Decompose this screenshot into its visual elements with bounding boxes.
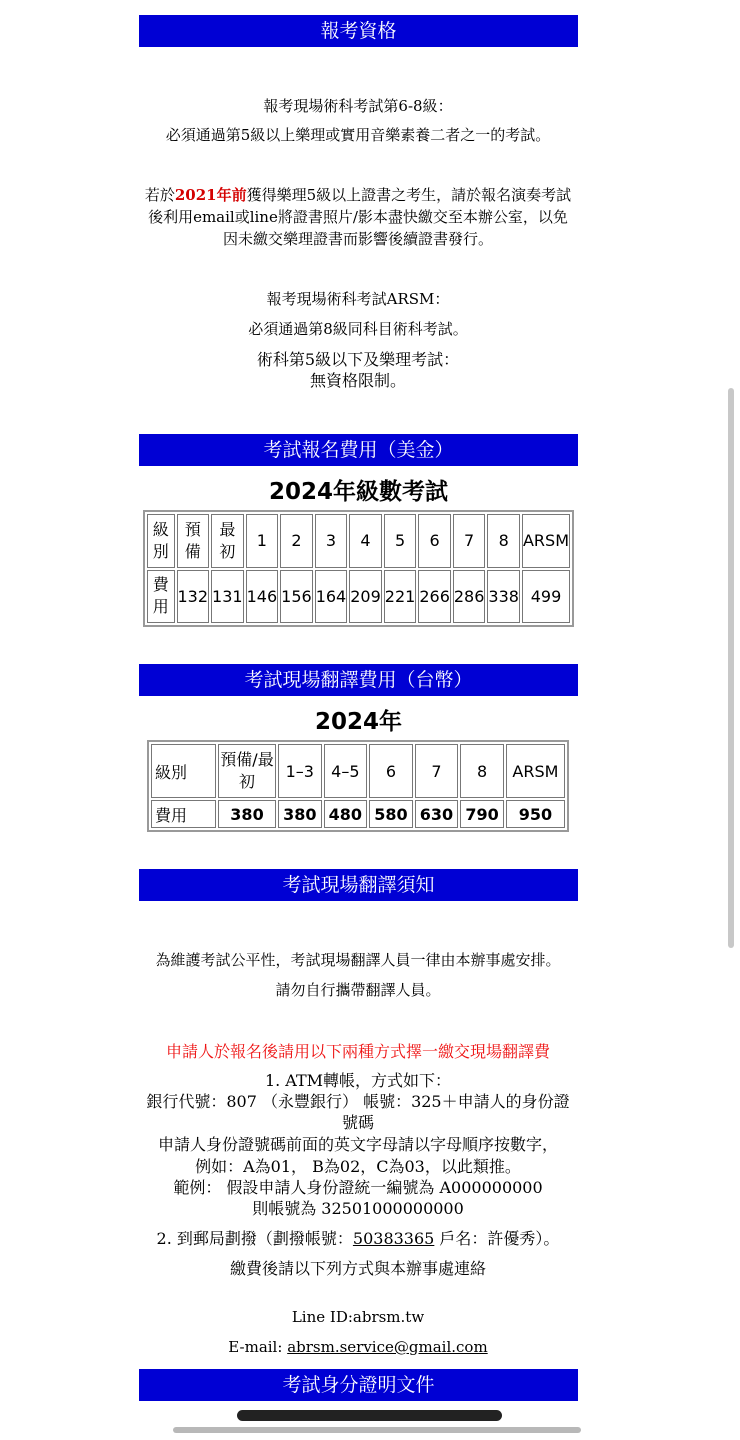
- table-cell: 380: [278, 800, 322, 828]
- vertical-scrollbar[interactable]: [728, 388, 734, 948]
- table-header-cell: 3: [315, 514, 348, 568]
- section-header-translation-notice: 考試現場翻譯須知: [139, 869, 578, 901]
- table-cell: 950: [506, 800, 565, 828]
- atm-line-3: 號碼: [341, 1113, 374, 1132]
- table-header-cell: 1–3: [278, 744, 322, 798]
- table-cell: 156: [280, 570, 313, 624]
- post-line-post: 戶名：許優秀）。: [434, 1229, 560, 1248]
- table-cell: 480: [324, 800, 368, 828]
- post-line: [0, 1226, 716, 1249]
- qual-line-9: 無資格限制。: [309, 371, 406, 390]
- table-header-cell: [177, 514, 210, 568]
- table-row: [151, 744, 565, 798]
- table-row: [147, 570, 570, 624]
- qual-line-1: 報考現場術科考試第6-8級：: [263, 97, 453, 115]
- atm-line-6: 範例： 假設申請人身份證統一編號為 A000000000: [173, 1178, 543, 1197]
- table-header-cell: 5: [384, 514, 417, 568]
- table-row: [151, 800, 565, 828]
- notice-line-2: 請勿自行攜帶翻譯人員。: [275, 981, 441, 999]
- header-text: 最初: [219, 519, 236, 561]
- notice-line-1: 為維護考試公平性，考試現場翻譯人員一律由本辦事處安排。: [155, 951, 561, 969]
- table-cell: 132: [177, 570, 210, 624]
- table-header-cell: 4–5: [324, 744, 368, 798]
- email-link[interactable]: abrsm.service@gmail.com: [287, 1338, 488, 1356]
- qual-highlight-year: 2021年前: [174, 186, 247, 204]
- table-cell: 146: [246, 570, 279, 624]
- table-cell: 131: [211, 570, 244, 624]
- section-header-exam-fees: 考試報名費用（美金）: [139, 434, 578, 466]
- table-header-cell: [147, 514, 175, 568]
- atm-line-2: 銀行代號：807 （永豐銀行） 帳號：325＋申請人的身份證: [146, 1092, 570, 1111]
- qual-line-8: 術科第5級以下及樂理考試：: [256, 350, 460, 369]
- table-cell: 790: [460, 800, 504, 828]
- table-cell: 630: [415, 800, 459, 828]
- email-line: [0, 1338, 716, 1356]
- header-text: 級別: [152, 519, 169, 561]
- atm-line-7: 則帳號為 32501000000000: [252, 1199, 464, 1218]
- table-cell: 286: [453, 570, 486, 624]
- table-row: [147, 514, 570, 568]
- table-cell: 380: [218, 800, 276, 828]
- atm-line-4: 申請人身份證號碼前面的英文字母請以字母順序按數字，: [157, 1135, 558, 1154]
- exam-fee-table: [143, 510, 574, 627]
- table-header-cell: 2: [280, 514, 313, 568]
- table-header-cell: 8: [487, 514, 520, 568]
- header-text: 預備: [184, 519, 201, 561]
- translation-fee-title: 2024年: [314, 709, 402, 735]
- qual-line-7: 必須通過第8級同科目術科考試。: [248, 320, 468, 338]
- post-line-pre: 2. 到郵局劃撥（劃撥帳號：: [156, 1229, 353, 1248]
- contact-line: 繳費後請以下列方式與本辦事處連絡: [229, 1259, 486, 1278]
- post-account-number: 50383365: [352, 1229, 435, 1248]
- table-cell: 164: [315, 570, 348, 624]
- section-header-id-docs: 考試身分證明文件: [139, 1369, 578, 1401]
- qual-line-3: [0, 184, 716, 205]
- exam-fee-title: 2024年級數考試: [268, 479, 448, 505]
- table-header-cell: 1: [246, 514, 279, 568]
- section-header-translation-fee: 考試現場翻譯費用（台幣）: [139, 664, 578, 696]
- qual-line-3-pre: 若於: [144, 186, 175, 204]
- table-header-cell: ARSM: [522, 514, 570, 568]
- table-cell: 209: [349, 570, 382, 624]
- horizontal-scrollbar[interactable]: [173, 1427, 581, 1433]
- qual-line-3-post: 獲得樂理5級以上證書之考生，請於報名演奏考試: [246, 186, 572, 204]
- table-row-label: 費用: [151, 800, 216, 828]
- table-header-cell: 級別: [151, 744, 216, 798]
- qual-line-4: 後利用email或line將證書照片/影本盡快繳交至本辦公室，以免: [148, 208, 568, 226]
- atm-line-1: 1. ATM轉帳，方式如下：: [264, 1071, 452, 1090]
- row-label-text: 費用: [152, 575, 169, 617]
- line-id: Line ID:abrsm.tw: [291, 1308, 425, 1326]
- table-header-cell: 6: [418, 514, 451, 568]
- table-cell: 221: [384, 570, 417, 624]
- table-header-cell: ARSM: [506, 744, 565, 798]
- table-row-label: [147, 570, 175, 624]
- qual-line-6: 報考現場術科考試ARSM：: [266, 290, 450, 308]
- table-cell: 338: [487, 570, 520, 624]
- section-header-qualification: 報考資格: [139, 15, 578, 47]
- table-header-cell: [211, 514, 244, 568]
- table-header-cell: 4: [349, 514, 382, 568]
- qual-line-5: 因未繳交樂理證書而影響後續證書發行。: [222, 230, 493, 248]
- table-cell: 266: [418, 570, 451, 624]
- email-label: E-mail:: [228, 1338, 288, 1356]
- table-header-cell: 6: [369, 744, 413, 798]
- table-header-cell: 7: [415, 744, 459, 798]
- translation-fee-table: [147, 740, 569, 832]
- table-cell: 499: [522, 570, 570, 624]
- table-header-cell: 7: [453, 514, 486, 568]
- table-header-cell: 預備/最初: [218, 744, 276, 798]
- home-indicator[interactable]: [237, 1410, 502, 1421]
- qual-line-2: 必須通過第5級以上樂理或實用音樂素養二者之一的考試。: [165, 126, 551, 144]
- table-cell: 580: [369, 800, 413, 828]
- notice-red-line: 申請人於報名後請用以下兩種方式擇一繳交現場翻譯費: [165, 1042, 550, 1061]
- atm-line-5: 例如：A為01， B為02，C為03，以此類推。: [195, 1157, 521, 1176]
- table-header-cell: 8: [460, 744, 504, 798]
